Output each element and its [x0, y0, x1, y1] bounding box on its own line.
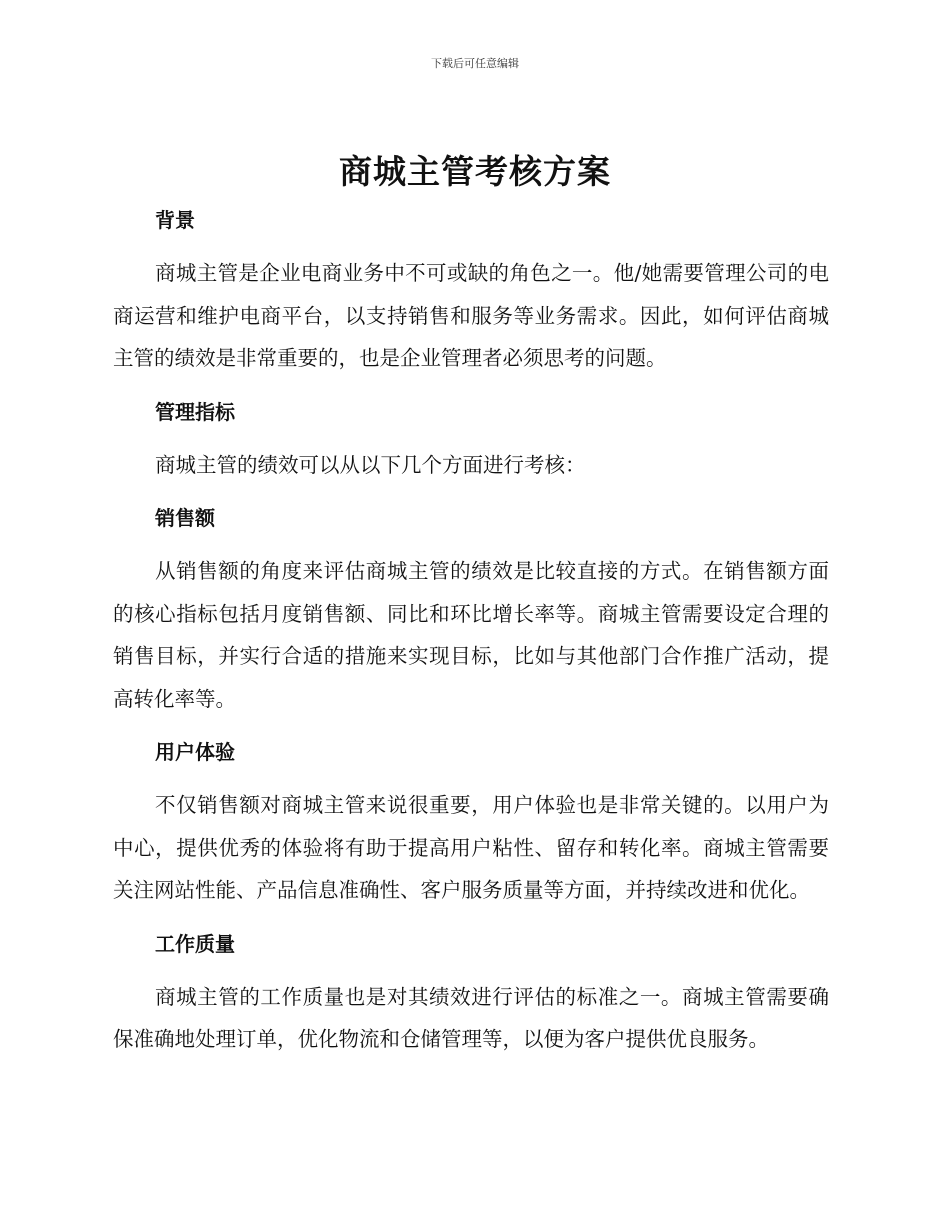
section-paragraph: 商城主管的绩效可以从以下几个方面进行考核：: [155, 452, 586, 477]
section-work-quality: [113, 924, 829, 1061]
section-heading: 背景: [155, 208, 195, 232]
section-heading: 工作质量: [155, 931, 235, 956]
section-paragraph: 不仅销售额对商城主管来说很重要，用户体验也是非常关键的。以用户为中心，提供优秀的体验将有助于提高用户粘性、留存和转化率。商城主管需要关注网站性能、产品信息准确性、客户服务质量等方面，并持续改进和优化。: [113, 793, 829, 902]
section-paragraph: 商城主管的工作质量也是对其绩效进行评估的标准之一。商城主管需要确保准确地处理订单，优化物流和仓储管理等，以便为客户提供优良服务。: [113, 984, 829, 1051]
page-header-note: 下载后可任意编辑: [431, 57, 519, 70]
document-title: 商城主管考核方案: [339, 152, 611, 191]
section-heading: 管理指标: [155, 399, 235, 424]
section-background: [113, 200, 829, 392]
document-body: [113, 200, 829, 1061]
section-heading: 销售额: [155, 506, 215, 530]
section-paragraph: 商城主管是企业电商业务中不可或缺的角色之一。他/她需要管理公司的电商运营和维护电商平台，以支持销售和服务等业务需求。因此，如何评估商城主管的绩效是非常重要的，也是企业管理者必须思考的问题。: [113, 261, 829, 370]
section-sales: [113, 498, 829, 732]
section-user-experience: [113, 732, 829, 924]
section-paragraph: 从销售额的角度来评估商城主管的绩效是比较直接的方式。在销售额方面的核心指标包括月度销售额、同比和环比增长率等。商城主管需要设定合理的销售目标，并实行合适的措施来实现目标，比如与其他部门合作推广活动，提高转化率等。: [113, 559, 829, 711]
section-management-metrics: [113, 392, 829, 499]
section-heading: 用户体验: [155, 740, 235, 764]
